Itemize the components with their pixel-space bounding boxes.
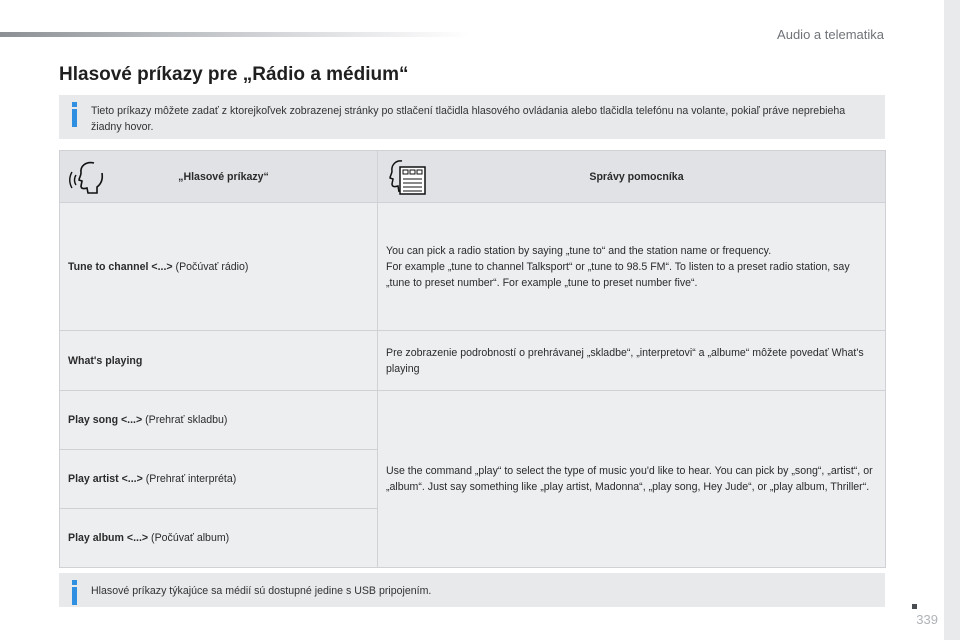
command-translation: (Prehrať skladbu) [142, 414, 228, 426]
command-cell [60, 509, 378, 568]
table-header-row [60, 151, 886, 203]
command-cell [60, 450, 378, 509]
page-number: 339 [916, 612, 938, 627]
table-row [60, 331, 886, 391]
info-icon [72, 102, 78, 127]
command-translation: (Počúvať rádio) [172, 260, 249, 273]
table-row [60, 203, 886, 331]
speaking-head-icon [68, 157, 110, 197]
help-cell: Use the command „play“ to select the type of music you'd like to hear. You can pick by „song“, „artist“, or „album“. Just say something like „play artist, Madonna“, „play song, Hey Jude“, or „play album, Thriller“. [378, 391, 886, 568]
table-row [60, 391, 886, 450]
command-keyword: What's playing [68, 354, 143, 367]
header-rule [0, 32, 470, 37]
help-cell [378, 203, 886, 331]
col-header-commands-label: „Hlasové príkazy“ [178, 170, 269, 183]
bottom-note-box [59, 573, 885, 607]
command-keyword: Tune to channel <...> [68, 260, 173, 273]
intro-note-text: Tieto príkazy môžete zadať z ktorejkoľvek zobrazenej stránky po stlačení tlačidla hlasového ovládania alebo tlačidla telefónu na volante, pokiaľ práve neprebieha žiadny hovor. [91, 105, 846, 133]
page-marker [912, 604, 917, 609]
assistant-screen-icon [386, 157, 428, 197]
section-header: Audio a telematika [777, 27, 884, 42]
help-text: For example „tune to channel Talksport“ or „tune to 98.5 FM“. To listen to a preset radio station, say „tune to preset number“. For example „tune to preset number five“. [386, 260, 850, 289]
intro-note-box [59, 95, 885, 139]
command-cell [60, 331, 378, 391]
command-cell [60, 391, 378, 450]
help-cell: Pre zobrazenie podrobností o prehrávanej „skladbe“, „interpretovi“ a „albume“ môžete povedať What's playing [378, 331, 886, 391]
command-keyword: Play album <...> [68, 532, 149, 544]
info-icon [72, 580, 78, 605]
page-edge-strip [944, 0, 960, 640]
command-translation: (Prehrať interpréta) [142, 473, 237, 485]
command-keyword: Play artist <...> [68, 473, 143, 485]
help-text: You can pick a radio station by saying „tune to“ and the station name or frequency. [386, 244, 772, 257]
col-header-help [378, 151, 886, 203]
command-keyword: Play song <...> [68, 414, 143, 426]
page-title: Hlasové príkazy pre „Rádio a médium“ [59, 64, 409, 85]
command-translation: (Počúvať album) [148, 532, 230, 544]
col-header-help-label: Správy pomocníka [589, 170, 684, 183]
command-cell [60, 203, 378, 331]
col-header-commands [60, 151, 378, 203]
bottom-note-text: Hlasové príkazy týkajúce sa médií sú dostupné jedine s USB pripojením. [91, 585, 432, 597]
voice-commands-table [59, 150, 886, 568]
